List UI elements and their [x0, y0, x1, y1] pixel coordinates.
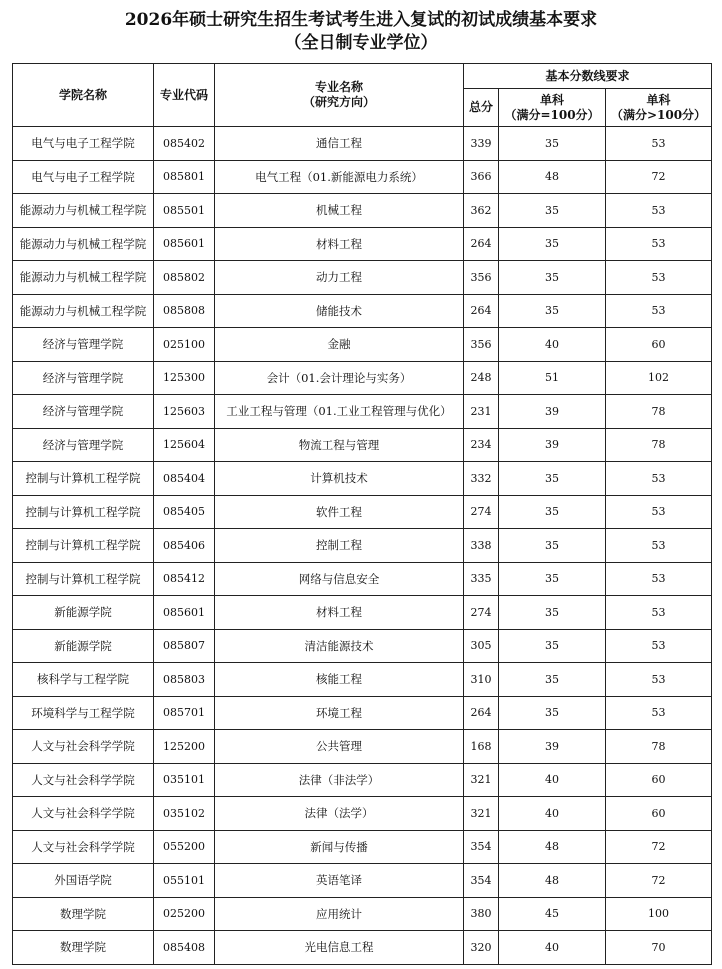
header-single-100 — [499, 89, 606, 127]
single-over-100-cell: 70 — [606, 931, 712, 965]
header-basic-requirement: 基本分数线要求 — [464, 64, 712, 89]
total-score-cell: 362 — [464, 194, 499, 228]
code-cell: 085404 — [154, 462, 215, 496]
major-cell: 储能技术 — [215, 294, 464, 328]
code-cell: 085601 — [154, 227, 215, 261]
college-cell: 人文与社会科学学院 — [13, 763, 154, 797]
single-100-cell: 40 — [499, 328, 606, 362]
total-score-cell: 321 — [464, 763, 499, 797]
code-cell: 125200 — [154, 730, 215, 764]
table-row — [13, 562, 712, 596]
major-cell: 公共管理 — [215, 730, 464, 764]
single-over-100-cell: 53 — [606, 529, 712, 563]
college-cell: 控制与计算机工程学院 — [13, 495, 154, 529]
table-row — [13, 897, 712, 931]
single-over-100-cell: 78 — [606, 395, 712, 429]
code-cell: 125604 — [154, 428, 215, 462]
total-score-cell: 366 — [464, 160, 499, 194]
college-cell: 控制与计算机工程学院 — [13, 529, 154, 563]
table-row — [13, 495, 712, 529]
college-cell: 经济与管理学院 — [13, 428, 154, 462]
total-score-cell: 356 — [464, 328, 499, 362]
single-100-cell: 48 — [499, 864, 606, 898]
college-cell: 能源动力与机械工程学院 — [13, 261, 154, 295]
total-score-cell: 274 — [464, 596, 499, 630]
table-row — [13, 361, 712, 395]
table-row — [13, 227, 712, 261]
single-over-100-cell: 78 — [606, 730, 712, 764]
code-cell: 025200 — [154, 897, 215, 931]
code-cell: 085807 — [154, 629, 215, 663]
single-100-cell: 35 — [499, 227, 606, 261]
major-cell: 应用统计 — [215, 897, 464, 931]
total-score-cell: 168 — [464, 730, 499, 764]
college-cell: 新能源学院 — [13, 596, 154, 630]
total-score-cell: 264 — [464, 227, 499, 261]
table-row — [13, 462, 712, 496]
score-requirements-table — [12, 63, 712, 965]
table-row — [13, 663, 712, 697]
single-over-100-cell: 60 — [606, 763, 712, 797]
single-over-100-cell: 53 — [606, 127, 712, 161]
single-100-cell: 39 — [499, 395, 606, 429]
major-cell: 清洁能源技术 — [215, 629, 464, 663]
college-cell: 能源动力与机械工程学院 — [13, 227, 154, 261]
total-score-cell: 354 — [464, 864, 499, 898]
single-over-100-cell: 53 — [606, 629, 712, 663]
header-single-100-line1: 单科 — [539, 92, 564, 107]
major-cell: 会计（01.会计理论与实务） — [215, 361, 464, 395]
code-cell: 085601 — [154, 596, 215, 630]
single-over-100-cell: 100 — [606, 897, 712, 931]
single-100-cell: 40 — [499, 931, 606, 965]
table-body — [13, 127, 712, 965]
college-cell: 经济与管理学院 — [13, 328, 154, 362]
header-college: 学院名称 — [13, 64, 154, 127]
single-100-cell: 35 — [499, 462, 606, 496]
code-cell: 085412 — [154, 562, 215, 596]
single-100-cell: 40 — [499, 763, 606, 797]
college-cell: 控制与计算机工程学院 — [13, 462, 154, 496]
table-row — [13, 127, 712, 161]
total-score-cell: 380 — [464, 897, 499, 931]
total-score-cell: 248 — [464, 361, 499, 395]
single-100-cell: 35 — [499, 629, 606, 663]
single-100-cell: 35 — [499, 529, 606, 563]
college-cell: 环境科学与工程学院 — [13, 696, 154, 730]
table-row — [13, 428, 712, 462]
college-cell: 新能源学院 — [13, 629, 154, 663]
single-100-cell: 40 — [499, 797, 606, 831]
single-over-100-cell: 53 — [606, 227, 712, 261]
college-cell: 人文与社会科学学院 — [13, 830, 154, 864]
single-100-cell: 35 — [499, 294, 606, 328]
major-cell: 通信工程 — [215, 127, 464, 161]
table-row — [13, 763, 712, 797]
code-cell: 085405 — [154, 495, 215, 529]
table-row — [13, 160, 712, 194]
single-over-100-cell: 60 — [606, 797, 712, 831]
major-cell: 软件工程 — [215, 495, 464, 529]
header-total-score: 总分 — [464, 89, 499, 127]
total-score-cell: 305 — [464, 629, 499, 663]
major-cell: 法律（法学） — [215, 797, 464, 831]
code-cell: 085808 — [154, 294, 215, 328]
code-cell: 125300 — [154, 361, 215, 395]
single-over-100-cell: 78 — [606, 428, 712, 462]
table-row — [13, 529, 712, 563]
table-row — [13, 864, 712, 898]
code-cell: 085701 — [154, 696, 215, 730]
single-over-100-cell: 53 — [606, 462, 712, 496]
major-cell: 动力工程 — [215, 261, 464, 295]
single-over-100-cell: 53 — [606, 696, 712, 730]
total-score-cell: 339 — [464, 127, 499, 161]
header-major-code: 专业代码 — [154, 64, 215, 127]
major-cell: 电气工程（01.新能源电力系统） — [215, 160, 464, 194]
major-cell: 控制工程 — [215, 529, 464, 563]
single-100-cell: 35 — [499, 696, 606, 730]
header-single-over-100-line2: （满分>100分） — [610, 107, 707, 122]
single-100-cell: 35 — [499, 596, 606, 630]
single-100-cell: 35 — [499, 261, 606, 295]
code-cell: 025100 — [154, 328, 215, 362]
college-cell: 电气与电子工程学院 — [13, 127, 154, 161]
table-row — [13, 730, 712, 764]
college-cell: 能源动力与机械工程学院 — [13, 194, 154, 228]
major-cell: 环境工程 — [215, 696, 464, 730]
single-over-100-cell: 53 — [606, 562, 712, 596]
single-100-cell: 35 — [499, 127, 606, 161]
total-score-cell: 321 — [464, 797, 499, 831]
major-cell: 英语笔译 — [215, 864, 464, 898]
code-cell: 085402 — [154, 127, 215, 161]
code-cell: 125603 — [154, 395, 215, 429]
header-major-name — [215, 64, 464, 127]
college-cell: 电气与电子工程学院 — [13, 160, 154, 194]
table-row — [13, 629, 712, 663]
total-score-cell: 332 — [464, 462, 499, 496]
table-row — [13, 830, 712, 864]
code-cell: 085801 — [154, 160, 215, 194]
table-row — [13, 596, 712, 630]
header-major-name-line2: （研究方向） — [302, 95, 375, 109]
single-100-cell: 48 — [499, 160, 606, 194]
single-over-100-cell: 53 — [606, 663, 712, 697]
table-row — [13, 261, 712, 295]
total-score-cell: 354 — [464, 830, 499, 864]
single-100-cell: 35 — [499, 194, 606, 228]
college-cell: 经济与管理学院 — [13, 361, 154, 395]
table-row — [13, 931, 712, 965]
table-row — [13, 328, 712, 362]
code-cell: 055101 — [154, 864, 215, 898]
code-cell: 055200 — [154, 830, 215, 864]
single-100-cell: 35 — [499, 562, 606, 596]
single-over-100-cell: 72 — [606, 864, 712, 898]
total-score-cell: 274 — [464, 495, 499, 529]
code-cell: 085408 — [154, 931, 215, 965]
major-cell: 物流工程与管理 — [215, 428, 464, 462]
total-score-cell: 264 — [464, 294, 499, 328]
single-over-100-cell: 102 — [606, 361, 712, 395]
major-cell: 光电信息工程 — [215, 931, 464, 965]
table-row — [13, 797, 712, 831]
table-row — [13, 696, 712, 730]
table-row — [13, 395, 712, 429]
major-cell: 新闻与传播 — [215, 830, 464, 864]
single-over-100-cell: 53 — [606, 495, 712, 529]
major-cell: 工业工程与管理（01.工业工程管理与优化） — [215, 395, 464, 429]
header-major-name-line1: 专业名称 — [314, 80, 363, 94]
college-cell: 核科学与工程学院 — [13, 663, 154, 697]
college-cell: 人文与社会科学学院 — [13, 730, 154, 764]
single-over-100-cell: 53 — [606, 596, 712, 630]
single-100-cell: 51 — [499, 361, 606, 395]
single-over-100-cell: 72 — [606, 160, 712, 194]
header-row-top — [13, 64, 712, 89]
code-cell: 085406 — [154, 529, 215, 563]
total-score-cell: 335 — [464, 562, 499, 596]
college-cell: 外国语学院 — [13, 864, 154, 898]
college-cell: 能源动力与机械工程学院 — [13, 294, 154, 328]
table-row — [13, 294, 712, 328]
single-100-cell: 48 — [499, 830, 606, 864]
college-cell: 经济与管理学院 — [13, 395, 154, 429]
document-title: 2026年硕士研究生招生考试考生进入复试的初试成绩基本要求 — [124, 10, 598, 30]
single-over-100-cell: 53 — [606, 261, 712, 295]
college-cell: 控制与计算机工程学院 — [13, 562, 154, 596]
code-cell: 035102 — [154, 797, 215, 831]
document-subtitle: （全日制专业学位） — [284, 33, 438, 53]
college-cell: 数理学院 — [13, 897, 154, 931]
header-single-over-100-line1: 单科 — [646, 92, 671, 107]
code-cell: 035101 — [154, 763, 215, 797]
college-cell: 人文与社会科学学院 — [13, 797, 154, 831]
major-cell: 计算机技术 — [215, 462, 464, 496]
total-score-cell: 356 — [464, 261, 499, 295]
total-score-cell: 231 — [464, 395, 499, 429]
code-cell: 085803 — [154, 663, 215, 697]
total-score-cell: 320 — [464, 931, 499, 965]
major-cell: 核能工程 — [215, 663, 464, 697]
single-100-cell: 39 — [499, 428, 606, 462]
code-cell: 085802 — [154, 261, 215, 295]
major-cell: 网络与信息安全 — [215, 562, 464, 596]
total-score-cell: 310 — [464, 663, 499, 697]
single-100-cell: 35 — [499, 495, 606, 529]
major-cell: 机械工程 — [215, 194, 464, 228]
single-over-100-cell: 53 — [606, 294, 712, 328]
single-over-100-cell: 60 — [606, 328, 712, 362]
code-cell: 085501 — [154, 194, 215, 228]
total-score-cell: 264 — [464, 696, 499, 730]
single-100-cell: 45 — [499, 897, 606, 931]
single-over-100-cell: 72 — [606, 830, 712, 864]
header-single-over-100 — [606, 89, 712, 127]
single-over-100-cell: 53 — [606, 194, 712, 228]
major-cell: 法律（非法学） — [215, 763, 464, 797]
single-100-cell: 35 — [499, 663, 606, 697]
college-cell: 数理学院 — [13, 931, 154, 965]
major-cell: 材料工程 — [215, 596, 464, 630]
total-score-cell: 234 — [464, 428, 499, 462]
header-single-100-line2: （满分=100分） — [504, 107, 600, 122]
total-score-cell: 338 — [464, 529, 499, 563]
major-cell: 金融 — [215, 328, 464, 362]
table-row — [13, 194, 712, 228]
major-cell: 材料工程 — [215, 227, 464, 261]
single-100-cell: 39 — [499, 730, 606, 764]
